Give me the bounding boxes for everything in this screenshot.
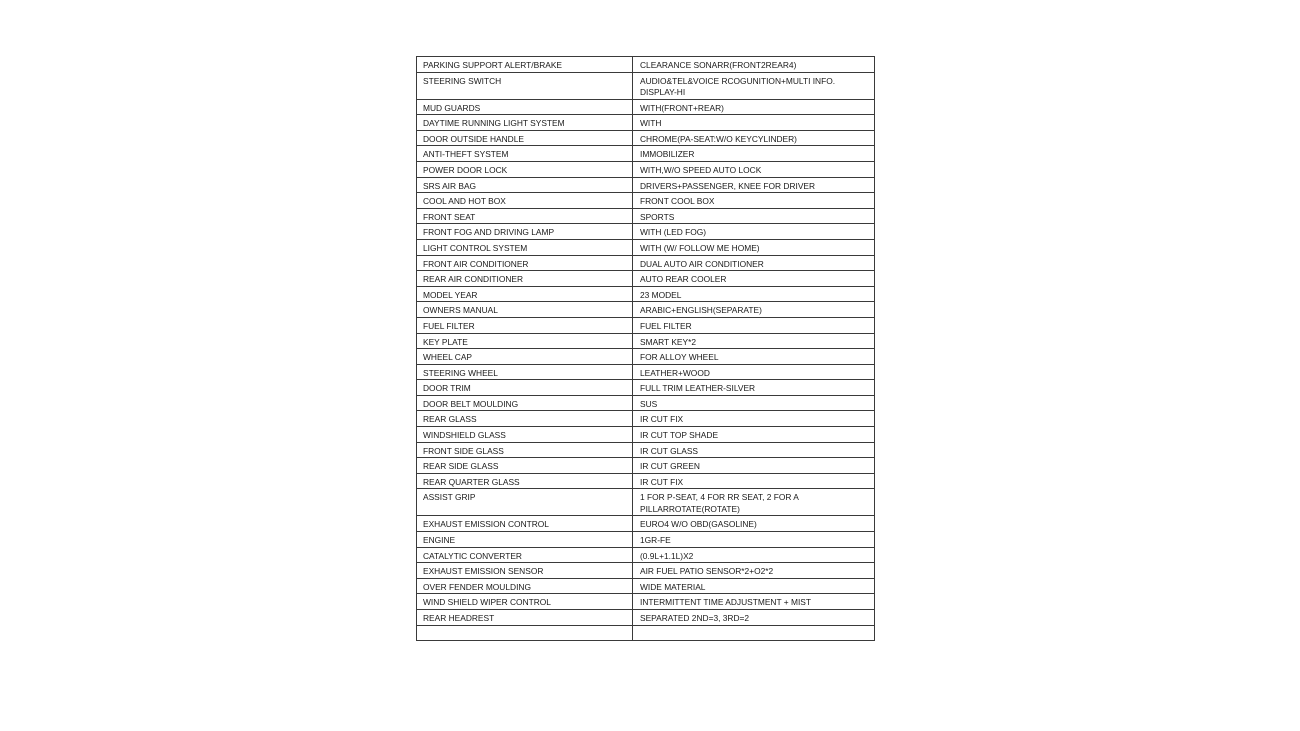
spec-item: ASSIST GRIP <box>417 489 633 516</box>
spec-value: DRIVERS+PASSENGER, KNEE FOR DRIVER <box>633 177 875 193</box>
spec-item: KEY PLATE <box>417 333 633 349</box>
table-row <box>417 302 875 318</box>
table-row <box>417 208 875 224</box>
spec-value: LEATHER+WOOD <box>633 364 875 380</box>
spec-value: FULL TRIM LEATHER-SILVER <box>633 380 875 396</box>
spec-value: FUEL FILTER <box>633 317 875 333</box>
table-row <box>417 427 875 443</box>
spec-item: CATALYTIC CONVERTER <box>417 547 633 563</box>
table-row <box>417 255 875 271</box>
table-row <box>417 625 875 641</box>
spec-item: ENGINE <box>417 532 633 548</box>
spec-value: FRONT COOL BOX <box>633 193 875 209</box>
table-row <box>417 72 875 99</box>
table-row <box>417 333 875 349</box>
spec-item <box>417 625 633 641</box>
table-row <box>417 594 875 610</box>
spec-value: (0.9L+1.1L)X2 <box>633 547 875 563</box>
table-row <box>417 224 875 240</box>
spec-item: WIND SHIELD WIPER CONTROL <box>417 594 633 610</box>
table-row <box>417 563 875 579</box>
spec-item: REAR QUARTER GLASS <box>417 473 633 489</box>
table-row <box>417 349 875 365</box>
spec-item: SRS AIR BAG <box>417 177 633 193</box>
table-row <box>417 395 875 411</box>
spec-value: FOR ALLOY WHEEL <box>633 349 875 365</box>
spec-item: WHEEL CAP <box>417 349 633 365</box>
table-row <box>417 271 875 287</box>
spec-value: SMART KEY*2 <box>633 333 875 349</box>
spec-value: IR CUT TOP SHADE <box>633 427 875 443</box>
table-row <box>417 578 875 594</box>
spec-value: WITH,W/O SPEED AUTO LOCK <box>633 161 875 177</box>
table-row <box>417 610 875 626</box>
spec-value: WIDE MATERIAL <box>633 578 875 594</box>
table-row <box>417 115 875 131</box>
spec-value: WITH (W/ FOLLOW ME HOME) <box>633 239 875 255</box>
spec-value: IR CUT FIX <box>633 411 875 427</box>
spec-item: MUD GUARDS <box>417 99 633 115</box>
spec-value: 23 MODEL <box>633 286 875 302</box>
spec-item: REAR SIDE GLASS <box>417 458 633 474</box>
spec-item: DOOR BELT MOULDING <box>417 395 633 411</box>
spec-item: EXHAUST EMISSION SENSOR <box>417 563 633 579</box>
table-row <box>417 516 875 532</box>
spec-table <box>416 56 875 641</box>
spec-value: IR CUT GREEN <box>633 458 875 474</box>
table-row <box>417 380 875 396</box>
table-row <box>417 442 875 458</box>
table-row <box>417 130 875 146</box>
spec-value: 1 FOR P-SEAT, 4 FOR RR SEAT, 2 FOR A PILLARROTATE(ROTATE) <box>633 489 875 516</box>
spec-item: FRONT AIR CONDITIONER <box>417 255 633 271</box>
spec-item: STEERING WHEEL <box>417 364 633 380</box>
spec-item: MODEL YEAR <box>417 286 633 302</box>
table-row <box>417 317 875 333</box>
spec-value: AUTO REAR COOLER <box>633 271 875 287</box>
spec-value: AUDIO&TEL&VOICE RCOGUNITION+MULTI INFO. DISPLAY-HI <box>633 72 875 99</box>
spec-item: FRONT FOG AND DRIVING LAMP <box>417 224 633 240</box>
table-row <box>417 547 875 563</box>
spec-value: INTERMITTENT TIME ADJUSTMENT + MIST <box>633 594 875 610</box>
spec-value: IR CUT FIX <box>633 473 875 489</box>
spec-value: AIR FUEL PATIO SENSOR*2+O2*2 <box>633 563 875 579</box>
table-row <box>417 177 875 193</box>
spec-value: DUAL AUTO AIR CONDITIONER <box>633 255 875 271</box>
table-row <box>417 489 875 516</box>
spec-item: REAR HEADREST <box>417 610 633 626</box>
spec-item: DOOR OUTSIDE HANDLE <box>417 130 633 146</box>
spec-value: WITH (LED FOG) <box>633 224 875 240</box>
spec-item: EXHAUST EMISSION CONTROL <box>417 516 633 532</box>
spec-item: FRONT SEAT <box>417 208 633 224</box>
table-row <box>417 57 875 73</box>
spec-value: 1GR-FE <box>633 532 875 548</box>
spec-value: IMMOBILIZER <box>633 146 875 162</box>
spec-item: DOOR TRIM <box>417 380 633 396</box>
spec-item: DAYTIME RUNNING LIGHT SYSTEM <box>417 115 633 131</box>
spec-item: WINDSHIELD GLASS <box>417 427 633 443</box>
spec-item: OVER FENDER MOULDING <box>417 578 633 594</box>
spec-value <box>633 625 875 641</box>
spec-item: REAR GLASS <box>417 411 633 427</box>
spec-item: FRONT SIDE GLASS <box>417 442 633 458</box>
spec-item: REAR AIR CONDITIONER <box>417 271 633 287</box>
spec-item: STEERING SWITCH <box>417 72 633 99</box>
spec-item: OWNERS MANUAL <box>417 302 633 318</box>
spec-table-body <box>417 57 875 641</box>
table-row <box>417 286 875 302</box>
table-row <box>417 161 875 177</box>
table-row <box>417 193 875 209</box>
table-row <box>417 364 875 380</box>
table-row <box>417 473 875 489</box>
spec-value: SUS <box>633 395 875 411</box>
table-row <box>417 146 875 162</box>
table-row <box>417 532 875 548</box>
spec-value: CHROME(PA-SEAT:W/O KEYCYLINDER) <box>633 130 875 146</box>
table-row <box>417 411 875 427</box>
spec-item: LIGHT CONTROL SYSTEM <box>417 239 633 255</box>
spec-value: CLEARANCE SONARR(FRONT2REAR4) <box>633 57 875 73</box>
spec-value: ARABIC+ENGLISH(SEPARATE) <box>633 302 875 318</box>
spec-value: SEPARATED 2ND=3, 3RD=2 <box>633 610 875 626</box>
spec-item: POWER DOOR LOCK <box>417 161 633 177</box>
table-row <box>417 458 875 474</box>
spec-value: IR CUT GLASS <box>633 442 875 458</box>
spec-value: WITH(FRONT+REAR) <box>633 99 875 115</box>
spec-item: COOL AND HOT BOX <box>417 193 633 209</box>
spec-item: ANTI-THEFT SYSTEM <box>417 146 633 162</box>
spec-value: SPORTS <box>633 208 875 224</box>
spec-item: PARKING SUPPORT ALERT/BRAKE <box>417 57 633 73</box>
table-row <box>417 99 875 115</box>
spec-value: WITH <box>633 115 875 131</box>
spec-item: FUEL FILTER <box>417 317 633 333</box>
table-row <box>417 239 875 255</box>
spec-value: EURO4 W/O OBD(GASOLINE) <box>633 516 875 532</box>
